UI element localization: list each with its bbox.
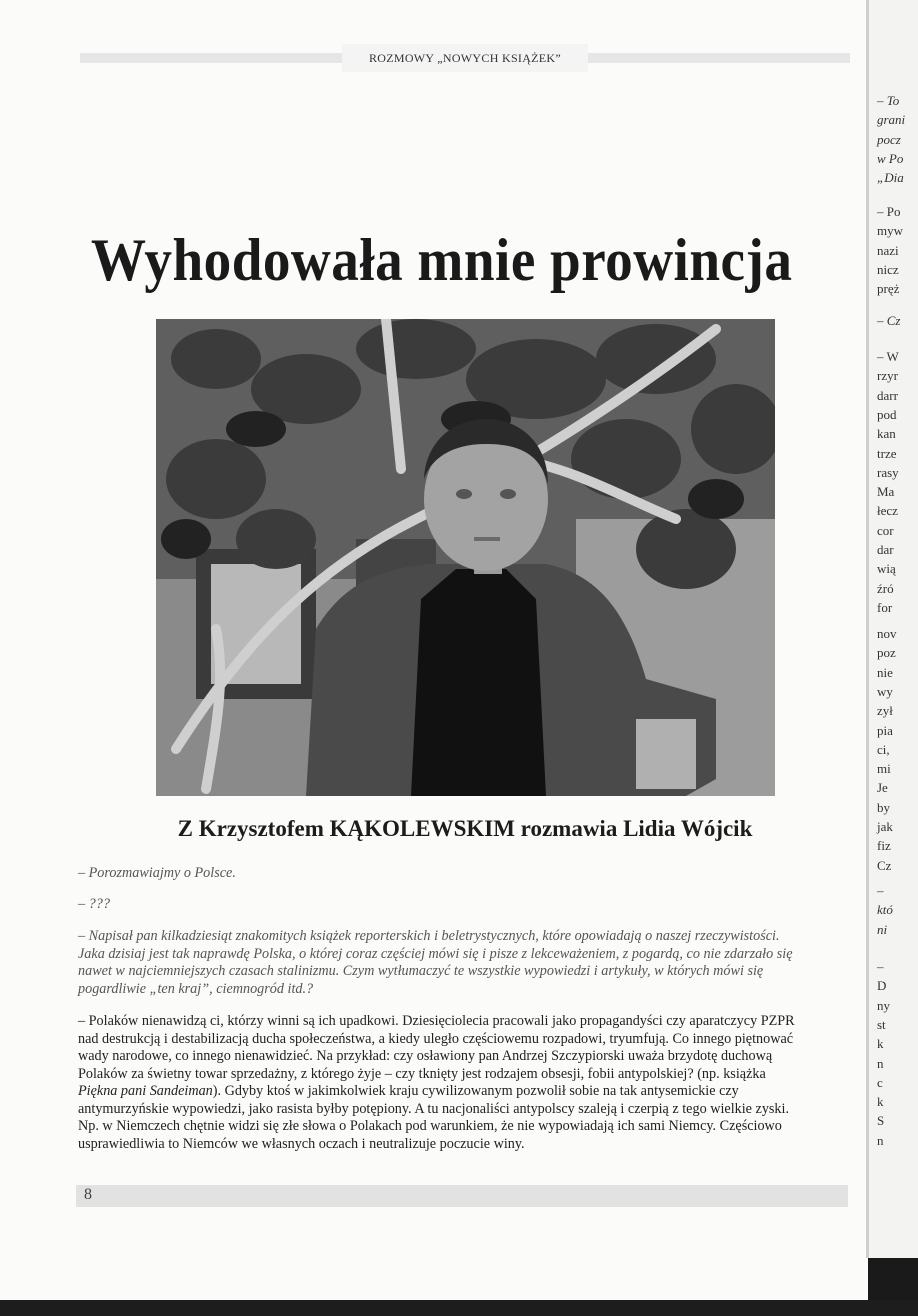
next-page-text-fragment: poz xyxy=(877,645,896,661)
article-title: Wyhodowała mnie prowincja xyxy=(90,227,793,293)
next-page-text-fragment: zył xyxy=(877,703,893,719)
next-page-text-fragment: D xyxy=(877,978,887,994)
next-page-text-fragment: – Cz xyxy=(877,313,901,328)
next-page-text-fragment: by xyxy=(877,799,890,815)
portrait-photo xyxy=(156,319,775,796)
next-page-text-fragment: Ma xyxy=(877,484,895,500)
article-byline: Z Krzysztofem KĄKOLEWSKIM rozmawia Lidia Wójcik xyxy=(177,816,753,841)
question-2-line: Jaka dzisiaj jest tak naprawdę Polska, o której coraz częściej mówi się i pisze z lekceważeniem, z pogardą, co nie zdarzało się xyxy=(78,945,793,962)
question-2-line: pogardliwie „ten kraj”, ciemnogród itd.? xyxy=(78,980,314,997)
answer-2-line: Np. w Niemczech chętnie widzi się złe słowa o Polakach pod warunkiem, że nie wypowiadają ich sami Niemcy. Częściowo xyxy=(78,1118,782,1134)
footer-rule xyxy=(76,1185,848,1207)
next-page-text-fragment: jak xyxy=(877,819,893,834)
next-page-text-fragment: – Po xyxy=(877,204,901,219)
next-page-text-fragment: pocz xyxy=(877,131,901,147)
next-page-text-fragment: rzyr xyxy=(877,368,898,384)
next-page-text-fragment: darr xyxy=(877,387,898,403)
answer-2-line: antymurzyńskie wypowiedzi, jako rasista byłby potępiony. A tu nacjonaliści antypolscy szaleją i czerpią z tego wielkie zyski. xyxy=(78,1100,790,1117)
next-page-text-fragment: któ xyxy=(877,902,893,918)
next-page-text-fragment: „Dia xyxy=(877,170,904,186)
next-page-text-fragment: w Po xyxy=(877,150,904,166)
next-page-text-fragment: grani xyxy=(877,112,906,128)
question-1: – Porozmawiajmy o Polsce. xyxy=(78,865,236,881)
running-head: ROZMOWY „NOWYCH KSIĄŻEK” xyxy=(342,44,588,72)
next-page-text-fragment: ny xyxy=(877,997,890,1013)
answer-2-line: – Polaków nienawidzą ci, którzy winni są ich upadkowi. Dziesięciolecia pracowali jako propagandyści czy aparatczycy PZPR xyxy=(78,1013,795,1029)
next-page-text-fragment: dar xyxy=(877,542,894,557)
portrait-photo-illustration xyxy=(156,319,775,796)
answer-1: – ??? xyxy=(78,896,110,912)
page-number: 8 xyxy=(84,1186,92,1203)
question-2-line: – Napisał pan kilkadziesiąt znakomitych książek reporterskich i beletrystycznych, które opowiadają o naszej rzeczywistości. xyxy=(78,928,780,944)
next-page-text-fragment: – To xyxy=(877,93,900,108)
next-page-text-fragment: nazi xyxy=(877,242,899,258)
next-page-text-fragment: for xyxy=(877,599,893,615)
next-page-text-fragment: – xyxy=(877,883,884,898)
next-page-text-fragment: n xyxy=(877,1132,884,1148)
next-page-text-fragment: rasy xyxy=(877,464,899,480)
next-page-text-fragment: wią xyxy=(877,561,896,577)
next-page-text-fragment: ci, xyxy=(877,741,890,757)
next-page-text-fragment: kan xyxy=(877,426,896,442)
next-page-text-fragment: pręż xyxy=(877,281,900,297)
scan-border xyxy=(0,1300,918,1316)
answer-2 xyxy=(78,1013,850,1153)
next-page-text-fragment: S xyxy=(877,1113,885,1129)
next-page-text-fragment: – W xyxy=(877,349,899,364)
question-2 xyxy=(78,928,850,998)
next-page-text-fragment: nicz xyxy=(877,261,899,277)
answer-2-line: nad destrukcją i destabilizacją ducha społeczeństwa, a kiedy uległo częściowemu rozpadowi, tryumfują. Co innego piętnować xyxy=(78,1030,794,1047)
next-page-text-fragment: Cz xyxy=(877,857,892,873)
next-page-text-fragment: nie xyxy=(877,664,893,680)
next-page-text-fragment: łecz xyxy=(877,503,898,519)
answer-2-line: Piękna pani Sandeiman). Gdyby ktoś w jakimkolwiek kraju cywilizowanym pozwolił sobie na tak antysemickie czy xyxy=(78,1083,739,1099)
next-page-text-fragment: fiz xyxy=(877,838,891,854)
next-page-text-fragment: mi xyxy=(877,761,891,777)
next-page-text-fragment: k xyxy=(877,1036,884,1052)
next-page-text-fragment: nov xyxy=(877,626,897,641)
next-page-text-fragment: – xyxy=(877,959,884,974)
next-page-text-fragment: pod xyxy=(877,406,897,422)
answer-2-line: wady narodowe, co innego nienawidzieć. Na przykład: czy osławiony pan Andrzej Szczypiorski uważa brzydotę duchową xyxy=(78,1048,773,1064)
next-page-text-fragment: c xyxy=(877,1074,883,1090)
next-page-text-fragment: wy xyxy=(877,683,893,699)
next-page-text-fragment: n xyxy=(877,1055,884,1071)
next-page-text-fragment: myw xyxy=(877,223,903,239)
question-2-line: nawet w najciemniejszych czasach stalinizmu. Czym wytłumaczyć te wszystkie wypowiedzi i artykuły, w których mówi się xyxy=(78,963,764,979)
next-page-text-fragment: trze xyxy=(877,445,897,461)
next-page-text-fragment: cor xyxy=(877,522,894,538)
next-page-edge xyxy=(866,0,918,1258)
answer-2-line: usprawiedliwia to Niemców we własnych oczach i neutralizuje poczucie winy. xyxy=(78,1135,525,1152)
next-page-text-fragment: ni xyxy=(877,921,888,937)
next-page-text-fragment: pia xyxy=(877,722,893,738)
next-page-text-fragment: k xyxy=(877,1094,884,1110)
answer-2-line: Polaków za świetny towar sprzedażny, z którego żyje – czy tknięty jest rodzajem obsesji, fobii antypolskiej? (np. książka xyxy=(78,1065,766,1082)
next-page-text-fragment: Je xyxy=(877,780,888,796)
next-page-text-fragment: źró xyxy=(877,580,894,596)
next-page-text-fragment: st xyxy=(877,1016,886,1032)
